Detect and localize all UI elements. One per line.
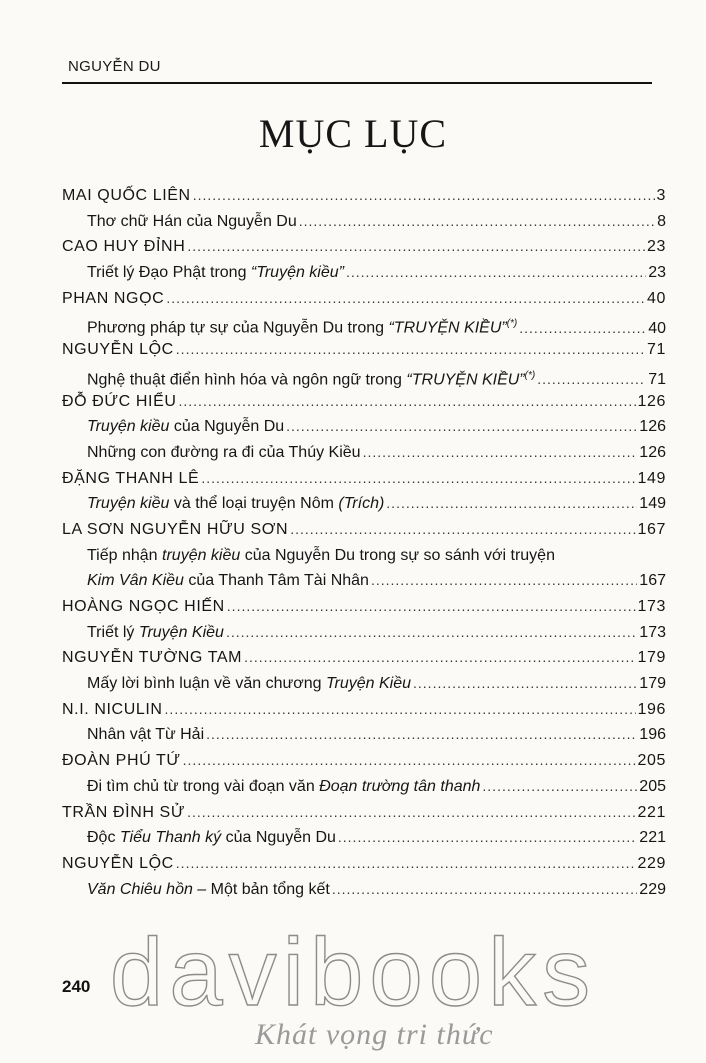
- toc-page-number: 126: [639, 418, 666, 436]
- toc-page-number: 126: [637, 392, 666, 410]
- toc-label: [62, 800, 185, 826]
- toc-label-part: – Một bản tổng kết: [192, 880, 330, 898]
- dot-leader: [165, 697, 636, 723]
- page-title: MỤC LỤC: [258, 111, 448, 156]
- toc-page-number: 229: [637, 854, 666, 872]
- toc-label: [62, 286, 164, 312]
- toc-entry-row: [62, 209, 666, 235]
- toc-label: [62, 337, 174, 363]
- toc-entry-row: [62, 311, 666, 337]
- toc-entry-row: [62, 877, 666, 903]
- dot-leader: [332, 877, 637, 903]
- toc-page-number: 40: [647, 289, 666, 307]
- toc-label: [87, 722, 204, 748]
- toc-page-number: 221: [637, 803, 666, 821]
- toc-label: [87, 414, 284, 440]
- toc-label: [87, 671, 411, 697]
- toc-page-number: 205: [639, 777, 666, 795]
- toc-author-row: [62, 286, 666, 312]
- toc-label: [87, 209, 297, 235]
- toc-label-part: (*): [524, 369, 536, 381]
- toc-entry-row: [62, 363, 666, 389]
- toc-label-part: Nghệ thuật điển hình hóa và ngôn ngữ trong: [87, 371, 407, 389]
- toc-label: [87, 491, 384, 517]
- toc-label-part: N.I. NICULIN: [62, 700, 163, 718]
- toc-entry-row: [62, 260, 666, 286]
- toc-label: [62, 234, 185, 260]
- toc-label-part: Truyện Kiều: [325, 675, 412, 693]
- toc-page-number: 23: [647, 238, 666, 256]
- dot-leader: [363, 440, 638, 466]
- toc-label: [62, 183, 191, 209]
- toc-page-number: 196: [639, 726, 666, 744]
- toc-label: [87, 440, 361, 466]
- toc-label: [62, 594, 225, 620]
- dot-leader: [201, 466, 635, 492]
- toc-label-part: truyện kiều: [162, 546, 241, 564]
- toc-label-part: Thơ chữ Hán của Nguyễn Du: [87, 212, 297, 230]
- toc-page-number: 71: [648, 371, 666, 389]
- toc-label: [62, 517, 288, 543]
- toc-label: [87, 774, 480, 800]
- toc-entry-row: [62, 568, 666, 594]
- dot-leader: [371, 568, 637, 594]
- toc-label-part: (*): [506, 318, 518, 330]
- toc-label-part: “Truyện kiều”: [250, 264, 344, 282]
- toc-label-part: Độc: [87, 829, 120, 847]
- toc-entry-row: [62, 414, 666, 440]
- toc-label-part: LA SƠN NGUYỄN HỮU SƠN: [62, 520, 289, 538]
- toc-entry-row: [62, 620, 666, 646]
- watermark-logo: davibooks: [109, 919, 597, 1026]
- toc-label-part: Truyện Kiều: [138, 623, 224, 641]
- toc-label: [87, 620, 224, 646]
- header-rule: [62, 82, 652, 84]
- dot-leader: [187, 800, 635, 826]
- toc-label-part: ĐẶNG THANH LÊ: [62, 469, 200, 487]
- toc-label: [62, 466, 199, 492]
- toc-page-number: 179: [637, 649, 666, 667]
- toc-label-part: Văn Chiêu hồn: [87, 880, 193, 898]
- toc-page-number: 8: [657, 212, 666, 230]
- toc-label-part: Kim Vân Kiều: [87, 572, 184, 590]
- dot-leader: [187, 234, 645, 260]
- dot-leader: [166, 286, 645, 312]
- dot-leader: [226, 620, 637, 646]
- toc-author-row: [62, 183, 666, 209]
- dot-leader: [338, 825, 637, 851]
- toc-label-part: Tiếp nhận: [87, 546, 163, 564]
- toc-page-number: 40: [648, 319, 666, 337]
- toc-label: [87, 543, 555, 569]
- toc-page-number: 149: [637, 469, 666, 487]
- toc-author-row: [62, 234, 666, 260]
- toc-label-part: CAO HUY ĐỈNH: [62, 238, 186, 256]
- toc-label-part: và thể loại truyện Nôm: [169, 495, 339, 513]
- toc-page-number: 205: [637, 752, 666, 770]
- toc-entry-row: [62, 774, 666, 800]
- toc-page-number: 71: [647, 341, 666, 359]
- dot-leader: [482, 774, 637, 800]
- dot-leader: [286, 414, 637, 440]
- toc-label-part: NGUYỄN LỘC: [62, 854, 174, 872]
- toc-label-part: (Trích): [338, 495, 385, 513]
- toc-label-part: Phương pháp tự sự của Nguyễn Du trong: [87, 319, 389, 337]
- dot-leader: [346, 260, 646, 286]
- toc-entry-row: [62, 440, 666, 466]
- toc-label-part: Truyện kiều: [87, 495, 170, 513]
- dot-leader: [176, 851, 636, 877]
- toc-label-part: của Nguyễn Du trong sự so sánh với truyện: [240, 546, 555, 564]
- toc-label-part: Những con đường ra đi của Thúy Kiều: [87, 443, 361, 461]
- toc-label-part: MAI QUỐC LIÊN: [62, 187, 191, 204]
- toc-label-part: Đoạn trường tân thanh: [319, 777, 481, 795]
- toc-label: [62, 748, 181, 774]
- dot-leader: [193, 183, 655, 209]
- toc-label-part: Tiểu Thanh ký: [119, 829, 222, 847]
- dot-leader: [299, 209, 655, 235]
- toc-label-part: Đi tìm chủ từ trong vài đoạn văn: [87, 777, 320, 795]
- toc-label-part: Nhân vật Từ Hải: [87, 726, 205, 744]
- toc-label: [62, 389, 177, 415]
- toc-page-number: 221: [639, 829, 666, 847]
- dot-leader: [206, 722, 637, 748]
- toc-page-number: 23: [648, 264, 666, 282]
- toc-label: [87, 877, 330, 903]
- toc-author-row: [62, 389, 666, 415]
- toc-label: [62, 697, 163, 723]
- toc-entry-row: [62, 825, 666, 851]
- dot-leader: [290, 517, 635, 543]
- toc-author-row: [62, 697, 666, 723]
- toc-page-number: 3: [656, 187, 666, 204]
- toc-label-part: NGUYỄN LỘC: [62, 341, 174, 359]
- toc-page-number: 167: [637, 520, 666, 538]
- toc-entry-row: [62, 491, 666, 517]
- toc-label-part: “TRUYỆN KIỀU”: [388, 319, 507, 337]
- toc-label-part: Triết lý Đạo Phật trong: [87, 264, 251, 282]
- toc-entry-row: [62, 722, 666, 748]
- toc-page-number: 179: [639, 675, 666, 693]
- toc-entry-row: [62, 671, 666, 697]
- toc-page-number: 229: [639, 880, 666, 898]
- toc-author-row: [62, 517, 666, 543]
- toc-entry-row: [62, 543, 666, 569]
- toc-label: [87, 260, 344, 286]
- running-head: NGUYỄN DU: [68, 58, 161, 75]
- toc-label: [87, 568, 369, 594]
- toc-page-number: 196: [637, 700, 666, 718]
- dot-leader: [176, 337, 645, 363]
- toc-label-part: TRẦN ĐÌNH SỬ: [62, 803, 186, 821]
- toc-label-part: ĐỖ ĐỨC HIỂU: [62, 392, 177, 410]
- toc-label-part: ĐOÀN PHÚ TỨ: [62, 752, 181, 770]
- toc-author-row: [62, 800, 666, 826]
- toc-page-number: 173: [637, 598, 666, 615]
- toc-label-part: của Nguyễn Du: [169, 418, 285, 436]
- dot-leader: [386, 491, 637, 517]
- toc-label: [87, 825, 336, 851]
- dot-leader: [413, 671, 637, 697]
- watermark-tagline: Khát vọng tri thức: [255, 1018, 494, 1051]
- toc-author-row: [62, 851, 666, 877]
- toc-label: [62, 645, 242, 671]
- toc-label-part: của Thanh Tâm Tài Nhân: [183, 572, 369, 590]
- toc-author-row: [62, 337, 666, 363]
- toc-label-part: PHAN NGỌC: [62, 289, 165, 307]
- toc-author-row: [62, 748, 666, 774]
- toc-page-number: 173: [639, 623, 666, 641]
- table-of-contents: [62, 183, 666, 902]
- toc-page-number: 126: [639, 443, 666, 461]
- toc-label-part: “TRUYỆN KIỀU”: [406, 371, 525, 389]
- toc-author-row: [62, 645, 666, 671]
- toc-author-row: [62, 594, 666, 620]
- toc-label-part: Mấy lời bình luận về văn chương: [87, 675, 326, 693]
- toc-label-part: NGUYỄN TƯỜNG TAM: [62, 649, 243, 667]
- toc-label-part: Triết lý: [87, 623, 139, 641]
- toc-label: [62, 851, 174, 877]
- dot-leader: [183, 748, 636, 774]
- toc-label-part: Truyện kiều: [87, 418, 170, 436]
- dot-leader: [244, 645, 635, 671]
- toc-label-part: của Nguyễn Du: [221, 829, 336, 847]
- dot-leader: [179, 389, 636, 415]
- toc-author-row: [62, 466, 666, 492]
- toc-page-number: 167: [639, 572, 666, 590]
- toc-label-part: HOÀNG NGỌC HIẾN: [62, 598, 225, 615]
- dot-leader: [227, 594, 636, 620]
- page-number: 240: [62, 977, 91, 996]
- toc-page-number: 149: [639, 495, 666, 513]
